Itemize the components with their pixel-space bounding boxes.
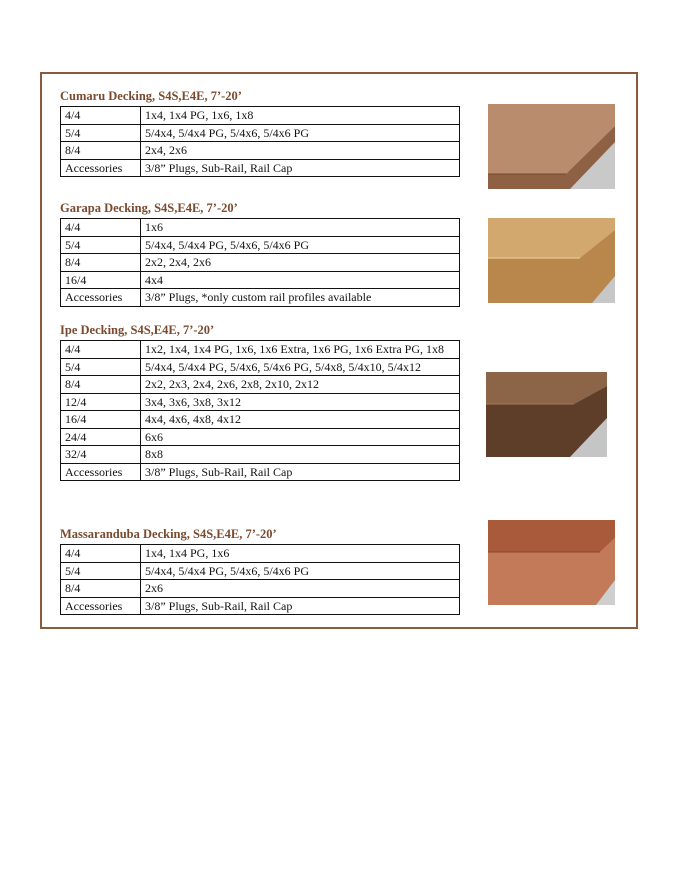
cumaru-wood-sample-image	[488, 104, 615, 189]
thickness-cell: 4/4	[61, 219, 141, 237]
table-row	[61, 411, 460, 429]
garapa-wood-sample-image	[488, 218, 615, 303]
dimensions-cell: 3/8” Plugs, Sub-Rail, Rail Cap	[141, 463, 460, 481]
dimensions-cell: 2x6	[141, 580, 460, 598]
size-table	[60, 340, 460, 481]
thickness-cell: Accessories	[61, 463, 141, 481]
section-massaranduba	[60, 526, 460, 615]
dimensions-cell: 5/4x4, 5/4x4 PG, 5/4x6, 5/4x6 PG	[141, 236, 460, 254]
thickness-cell: 5/4	[61, 358, 141, 376]
section-garapa	[60, 200, 460, 307]
thickness-cell: 4/4	[61, 107, 141, 125]
table-row	[61, 446, 460, 464]
thickness-cell: Accessories	[61, 289, 141, 307]
table-row	[61, 393, 460, 411]
table-row	[61, 562, 460, 580]
thickness-cell: 8/4	[61, 376, 141, 394]
table-row	[61, 428, 460, 446]
size-table	[60, 544, 460, 615]
section-title: Ipe Decking, S4S,E4E, 7’-20’	[60, 323, 215, 337]
dimensions-cell: 5/4x4, 5/4x4 PG, 5/4x6, 5/4x6 PG	[141, 562, 460, 580]
table-row	[61, 545, 460, 563]
table-row	[61, 271, 460, 289]
section-title: Massaranduba Decking, S4S,E4E, 7’-20’	[60, 527, 277, 541]
table-row	[61, 289, 460, 307]
section-title: Cumaru Decking, S4S,E4E, 7’-20’	[60, 89, 242, 103]
thickness-cell: 16/4	[61, 411, 141, 429]
section-cumaru	[60, 88, 460, 177]
table-row	[61, 219, 460, 237]
dimensions-cell: 1x6	[141, 219, 460, 237]
thickness-cell: 8/4	[61, 142, 141, 160]
dimensions-cell: 3/8” Plugs, *only custom rail profiles available	[141, 289, 460, 307]
table-row	[61, 597, 460, 615]
table-row	[61, 124, 460, 142]
thickness-cell: 32/4	[61, 446, 141, 464]
dimensions-cell: 1x2, 1x4, 1x4 PG, 1x6, 1x6 Extra, 1x6 PG, 1x6 Extra PG, 1x8	[141, 341, 460, 359]
dimensions-cell: 3x4, 3x6, 3x8, 3x12	[141, 393, 460, 411]
size-table	[60, 218, 460, 307]
section-title: Garapa Decking, S4S,E4E, 7’-20’	[60, 201, 238, 215]
thickness-cell: 4/4	[61, 341, 141, 359]
dimensions-cell: 8x8	[141, 446, 460, 464]
table-row	[61, 107, 460, 125]
table-row	[61, 254, 460, 272]
dimensions-cell: 3/8” Plugs, Sub-Rail, Rail Cap	[141, 159, 460, 177]
dimensions-cell: 1x4, 1x4 PG, 1x6	[141, 545, 460, 563]
dimensions-cell: 2x4, 2x6	[141, 142, 460, 160]
thickness-cell: 8/4	[61, 580, 141, 598]
table-row	[61, 376, 460, 394]
thickness-cell: 8/4	[61, 254, 141, 272]
table-row	[61, 580, 460, 598]
thickness-cell: 5/4	[61, 236, 141, 254]
dimensions-cell: 5/4x4, 5/4x4 PG, 5/4x6, 5/4x6 PG, 5/4x8, 5/4x10, 5/4x12	[141, 358, 460, 376]
section-ipe	[60, 322, 460, 481]
dimensions-cell: 2x2, 2x4, 2x6	[141, 254, 460, 272]
ipe-wood-sample-image	[486, 372, 607, 457]
thickness-cell: 5/4	[61, 562, 141, 580]
table-row	[61, 142, 460, 160]
dimensions-cell: 6x6	[141, 428, 460, 446]
dimensions-cell: 2x2, 2x3, 2x4, 2x6, 2x8, 2x10, 2x12	[141, 376, 460, 394]
size-table	[60, 106, 460, 177]
dimensions-cell: 4x4	[141, 271, 460, 289]
thickness-cell: Accessories	[61, 159, 141, 177]
massaranduba-wood-sample-image	[488, 520, 615, 605]
table-row	[61, 236, 460, 254]
thickness-cell: 5/4	[61, 124, 141, 142]
table-row	[61, 463, 460, 481]
dimensions-cell: 5/4x4, 5/4x4 PG, 5/4x6, 5/4x6 PG	[141, 124, 460, 142]
thickness-cell: 24/4	[61, 428, 141, 446]
table-row	[61, 159, 460, 177]
dimensions-cell: 4x4, 4x6, 4x8, 4x12	[141, 411, 460, 429]
table-row	[61, 358, 460, 376]
dimensions-cell: 3/8” Plugs, Sub-Rail, Rail Cap	[141, 597, 460, 615]
thickness-cell: 4/4	[61, 545, 141, 563]
thickness-cell: 12/4	[61, 393, 141, 411]
thickness-cell: Accessories	[61, 597, 141, 615]
table-row	[61, 341, 460, 359]
thickness-cell: 16/4	[61, 271, 141, 289]
dimensions-cell: 1x4, 1x4 PG, 1x6, 1x8	[141, 107, 460, 125]
